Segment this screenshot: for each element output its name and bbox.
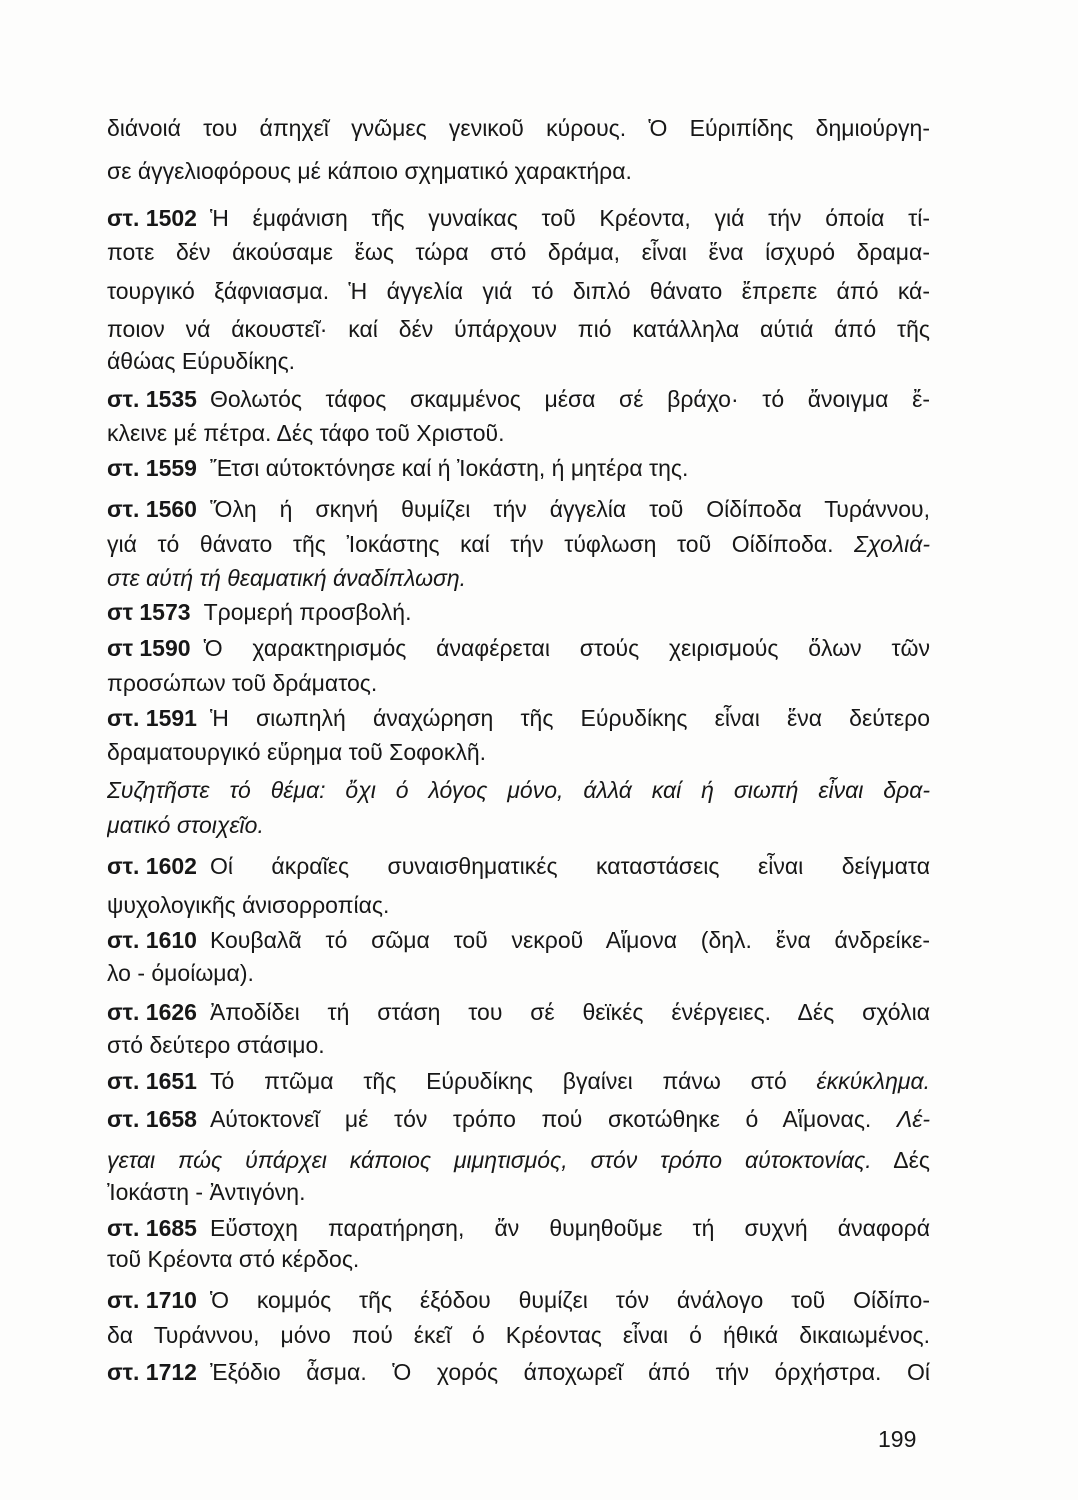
line-text: Κουβαλᾶ τό σῶμα τοῦ νεκροῦ Αἵμονα (δηλ. ἕνα άνδρείκε-: [209, 927, 930, 953]
line-text: ψυχολογικῆς άνισορροπίας.: [107, 892, 390, 918]
entry-label: στ. 1626: [107, 999, 197, 1025]
text-line: [107, 113, 930, 143]
line-text: λο - όμοίωμα).: [107, 960, 254, 986]
line-text: τοῦ Κρέοντα στό κέρδος.: [107, 1246, 360, 1272]
entry-label: στ. 1502: [107, 205, 197, 231]
line-text: Θολωτός τάφος σκαμμένος μέσα σέ βράχο· τό ἄνοιγμα ἔ-: [209, 386, 930, 412]
entry-label: στ. 1535: [107, 386, 197, 412]
line-text: άθώας Εύρυδίκης.: [107, 348, 296, 374]
entry-label: στ. 1651: [107, 1068, 197, 1094]
text-line: [107, 494, 930, 524]
line-text: Ἡ έμφάνιση τῆς γυναίκας τοῦ Κρέοντα, γιά τήν όποία τί-: [209, 205, 930, 231]
line-text: Δές: [871, 1147, 930, 1173]
text-line: [107, 1066, 930, 1096]
entry-label: στ. 1685: [107, 1215, 197, 1241]
text-line: [107, 156, 930, 186]
italic-text: ματικό στοιχεῖο.: [107, 812, 264, 838]
italic-text: Λέ-: [896, 1106, 930, 1132]
text-line: [107, 237, 930, 267]
italic-text: γεται πώς ύπάρχει κάποιος μιμητισμός, στόν τρόπο αύτοκτονίας.: [107, 1147, 872, 1173]
entry-label: στ. 1712: [107, 1359, 197, 1385]
entry-label: στ. 1610: [107, 927, 197, 953]
text-line: [107, 276, 930, 306]
line-text: διάνοιά του άπηχεῖ γνῶμες γενικοῦ κύρους. Ὁ Εύριπίδης δημιούργη-: [107, 115, 930, 141]
text-line: [107, 1357, 930, 1387]
line-text: Ἐξόδιο ἆσμα. Ὁ χορός άποχωρεῖ άπό τήν όρχήστρα. Οί: [209, 1359, 930, 1385]
entry-label: στ. 1591: [107, 705, 197, 731]
text-line: [107, 418, 930, 448]
text-line: [107, 1030, 930, 1060]
italic-text: έκκύκλημα.: [816, 1068, 930, 1094]
page-number: 199: [878, 1426, 917, 1452]
line-text: δα Τυράννου, μόνο πού έκεῖ ό Κρέοντας εἶναι ό ήθικά δικαιωμένος.: [107, 1322, 930, 1348]
text-line: [107, 1145, 930, 1175]
entry-label: στ. 1710: [107, 1287, 197, 1313]
entry-label: στ. 1658: [107, 1106, 197, 1132]
text-line: [107, 1104, 930, 1134]
text-line: [107, 314, 930, 344]
text-line: [107, 563, 930, 593]
entry-label: στ. 1560: [107, 496, 197, 522]
line-text: Εὔστοχη παρατήρηση, ἄν θυμηθοῦμε τή συχνή άναφορά: [209, 1215, 930, 1241]
italic-text: Σχολιά-: [854, 531, 930, 557]
line-text: Ὅλη ή σκηνή θυμίζει τήν άγγελία τοῦ Οίδίποδα Τυράννου,: [209, 496, 930, 522]
line-text: Ἀποδίδει τή στάση του σέ θεϊκές ένέργειες. Δές σχόλια: [209, 999, 930, 1025]
text-line: [107, 597, 930, 627]
text-line: [107, 384, 930, 414]
line-text: Ἰοκάστη - Ἀντιγόνη.: [107, 1179, 306, 1205]
line-text: Τρομερή προσβολή.: [203, 599, 412, 625]
text-line: [107, 810, 930, 840]
line-text: Ὁ χαρακτηρισμός άναφέρεται στούς χειρισμούς ὅλων τῶν: [203, 635, 930, 661]
line-text: Οί άκραῖες συναισθηματικές καταστάσεις εἶναι δείγματα: [209, 853, 930, 879]
line-text: ποιον νά άκουστεῖ· καί δέν ύπάρχουν πιό κατάλληλα αύτιά άπό τῆς: [107, 316, 930, 342]
text-line: [107, 890, 930, 920]
text-line: [107, 1177, 930, 1207]
entry-label: στ 1590: [107, 635, 191, 661]
text-line: [107, 453, 930, 483]
text-line: [107, 633, 930, 663]
text-line: [107, 1285, 930, 1315]
text-line: [107, 703, 930, 733]
line-text: Τό πτῶμα τῆς Εύρυδίκης βγαίνει πάνω στό: [209, 1068, 817, 1094]
text-line: [107, 1213, 930, 1243]
text-line: [107, 925, 930, 955]
text-line: [107, 203, 930, 233]
line-text: στό δεύτερο στάσιμο.: [107, 1032, 325, 1058]
line-text: Ὁ κομμός τῆς έξόδου θυμίζει τόν άνάλογο τοῦ Οίδίπο-: [209, 1287, 930, 1313]
line-text: κλεινε μέ πέτρα. Δές τάφο τοῦ Χριστοῦ.: [107, 420, 505, 446]
text-line: [107, 775, 930, 805]
line-text: Ἔτσι αύτοκτόνησε καί ή Ἰοκάστη, ή μητέρα της.: [209, 455, 689, 481]
text-line: [107, 1244, 930, 1274]
text-line: [107, 958, 930, 988]
entry-label: στ 1573: [107, 599, 191, 625]
line-text: ποτε δέν άκούσαμε ἕως τώρα στό δράμα, εἶναι ἕνα ίσχυρό δραμα-: [107, 239, 930, 265]
entry-label: στ. 1602: [107, 853, 197, 879]
text-line: [107, 851, 930, 881]
line-text: τουργικό ξάφνιασμα. Ἡ άγγελία γιά τό διπλό θάνατο ἔπρεπε άπό κά-: [107, 278, 930, 304]
line-text: προσώπων τοῦ δράματος.: [107, 670, 378, 696]
entry-label: στ. 1559: [107, 455, 197, 481]
italic-text: Συζητῆστε τό θέμα: ὄχι ό λόγος μόνο, άλλά καί ή σιωπή εἶναι δρα-: [107, 777, 930, 803]
italic-text: στε αύτή τή θεαματική άναδίπλωση.: [107, 565, 467, 591]
text-line: [107, 529, 930, 559]
line-text: γιά τό θάνατο τῆς Ἰοκάστης καί τήν τύφλωση τοῦ Οίδίποδα.: [107, 531, 855, 557]
line-text: Αύτοκτονεῖ μέ τόν τρόπο πού σκοτώθηκε ό Αἵμονας.: [209, 1106, 897, 1132]
text-line: [107, 1320, 930, 1350]
text-line: [107, 997, 930, 1027]
text-line: [107, 668, 930, 698]
text-line: [107, 346, 930, 376]
text-line: [107, 737, 930, 767]
line-text: δραματουργικό εὕρημα τοῦ Σοφοκλῆ.: [107, 739, 487, 765]
line-text: Ἡ σιωπηλή άναχώρηση τῆς Εύρυδίκης εἶναι ἕνα δεύτερο: [209, 705, 930, 731]
line-text: σε άγγελιοφόρους μέ κάποιο σχηματικό χαρακτήρα.: [107, 158, 632, 184]
